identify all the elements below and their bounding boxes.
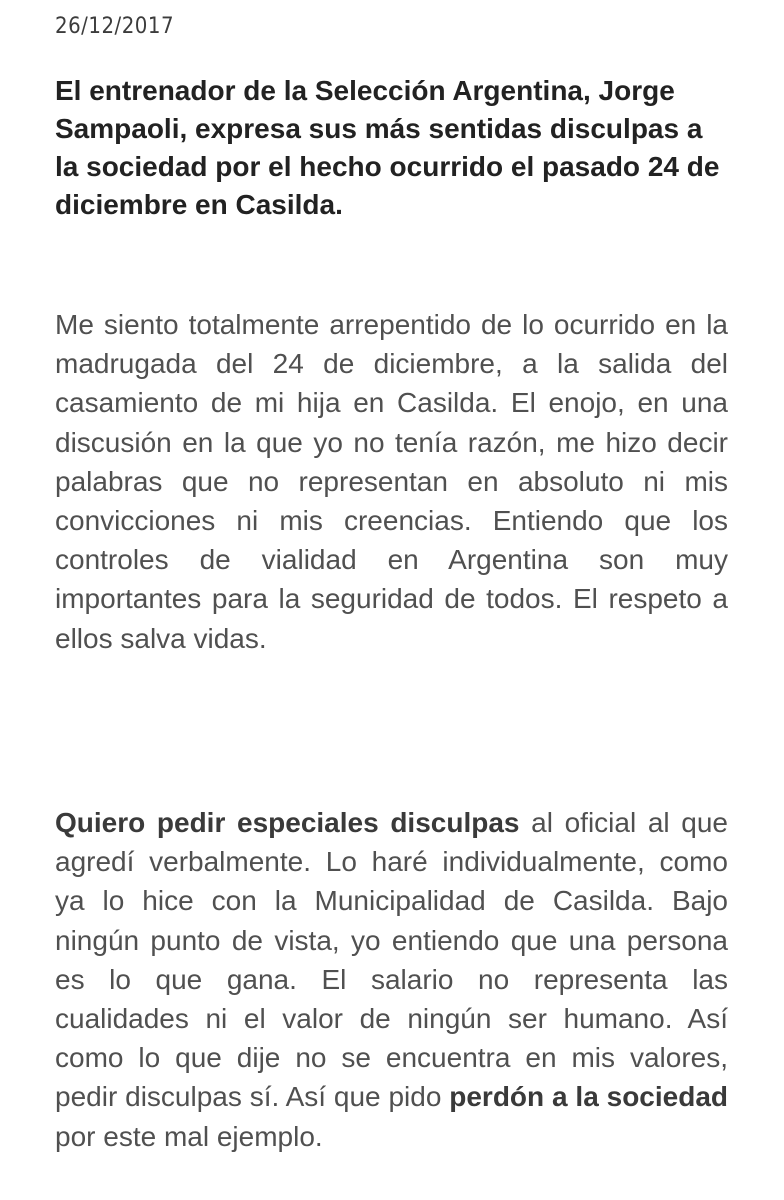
article-date: 26/12/2017 <box>55 14 175 39</box>
paragraph-2-text-a: al oficial al que agredí verbalmente. Lo haré individualmente, como ya lo hice con la Municipalidad de Casilda. Bajo ningún punto de vista, yo entiendo que una persona es lo que gana. El salario no representa las cualidades ni el valor de ningún ser humano. Así como lo que dije no se encuentra en mis valores, pedir disculpas sí. Así que pido <box>55 807 728 1113</box>
article-paragraph-2 <box>55 803 728 1156</box>
paragraph-2-text-b: por este mal ejemplo. <box>55 1120 323 1152</box>
article-paragraph-1: Me siento totalmente arrepentido de lo ocurrido en la madrugada del 24 de diciembre, a la salida del casamiento de mi hija en Casilda. El enojo, en una discusión en la que yo no tenía razón, me hizo decir palabras que no representan en absoluto ni mis convicciones ni mis creencias. Entiendo que los controles de vialidad en Argentina son muy importantes para la seguridad de todos. El respeto a ellos salva vidas. <box>55 309 728 654</box>
emphasis-forgiveness: perdón a la sociedad <box>449 1081 728 1113</box>
article-headline: El entrenador de la Selección Argentina, Jorge Sampaoli, expresa sus más sentidas disculpas a la sociedad por el hecho ocurrido el pasado 24 de diciembre en Casilda. <box>55 75 720 220</box>
emphasis-apology: Quiero pedir especiales disculpas <box>55 807 520 838</box>
